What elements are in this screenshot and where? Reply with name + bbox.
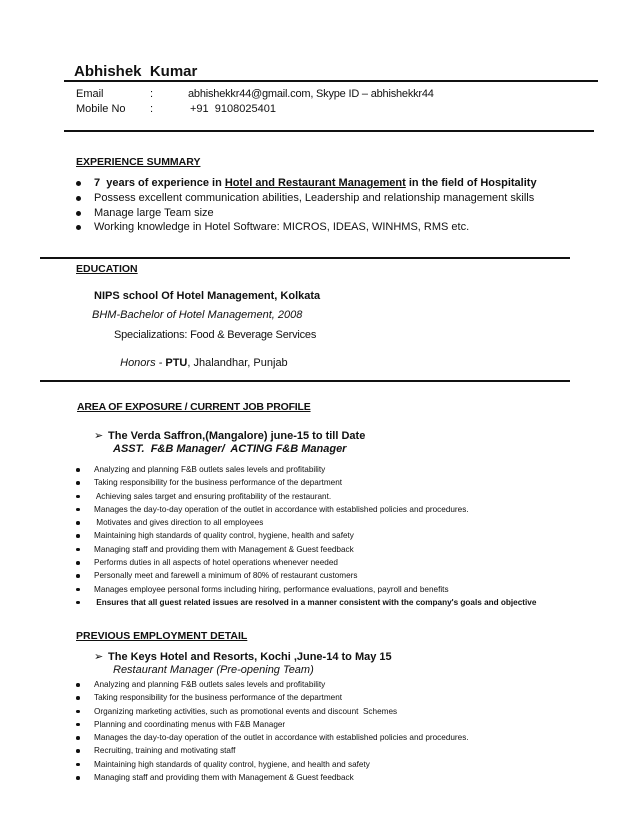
section-title-experience-summary: EXPERIENCE SUMMARY [76,156,201,168]
list-item: Analyzing and planning F&B outlets sales levels and profitability [76,678,469,691]
previous-job-duties [76,678,469,784]
list-item: Taking responsibility for the business performance of the department [76,476,536,489]
list-item: Recruiting, training and motivating staff [76,744,469,757]
list-item: Planning and coordinating menus with F&B Manager [76,718,469,731]
name-underline [64,80,598,82]
arrow-bullet-icon: ➢ [94,651,104,663]
list-item: Manage large Team size [76,206,537,221]
candidate-name: Abhishek Kumar [74,63,198,80]
list-item: Taking responsibility for the business performance of the department [76,691,469,704]
honors-label: Honors - [120,357,166,369]
experience-summary-list [76,176,537,235]
section-title-current-job: AREA OF EXPOSURE / CURRENT JOB PROFILE [77,401,311,413]
list-item: Maintaining high standards of quality control, hygiene, and health and safety [76,758,469,771]
header-divider [64,130,594,132]
email-value: abhishekkr44@gmail.com, Skype ID – abhishekkr44 [188,88,434,100]
list-item: Manages employee personal forms including hiring, performance evaluations, payroll and benefits [76,583,536,596]
previous-role: Restaurant Manager (Pre-opening Team) [113,664,314,676]
current-job-duties [76,463,536,609]
education-specialization: Specializations: Food & Beverage Services [114,329,317,341]
education-honors [114,345,288,369]
list-item: Personally meet and farewell a minimum of 80% of restaurant customers [76,569,536,582]
list-item: Manages the day-to-day operation of the outlet in accordance with established policies and procedures. [76,503,536,516]
education-divider [40,380,570,382]
education-degree: BHM-Bachelor of Hotel Management, 2008 [92,309,303,321]
arrow-bullet-icon: ➢ [94,430,104,442]
mobile-separator: : [150,103,154,115]
list-item: Ensures that all guest related issues are resolved in a manner consistent with the company's goals and objective [76,596,536,609]
list-item: Performs duties in all aspects of hotel operations whenever needed [76,556,536,569]
section-title-education: EDUCATION [76,263,138,275]
previous-company-name: The Keys Hotel and Resorts, Kochi ,June-14 to May 15 [108,651,392,663]
experience-divider [40,257,570,259]
summary-item-1-lead: 7 years of experience in [94,177,225,189]
summary-item-1-tail: in the field of Hospitality [405,177,537,189]
honors-university: PTU [165,357,188,369]
list-item: Possess excellent communication abilities, Leadership and relationship management skills [76,191,537,206]
summary-item-1-highlight: Hotel and Restaurant Management [224,177,406,189]
list-item: Organizing marketing activities, such as promotional events and discount Schemes [76,705,469,718]
list-item [76,176,537,191]
email-separator: : [150,88,154,100]
mobile-value: +91 9108025401 [190,103,276,115]
email-label: Email [76,88,104,100]
education-school: NIPS school Of Hotel Management, Kolkata [94,290,321,302]
list-item: Managing staff and providing them with Management & Guest feedback [76,771,469,784]
mobile-label: Mobile No [76,103,126,115]
current-company-name: The Verda Saffron,(Mangalore) june-15 to till Date [108,430,366,442]
list-item: Working knowledge in Hotel Software: MICROS, IDEAS, WINHMS, RMS etc. [76,220,537,235]
previous-company [94,650,392,663]
list-item: Maintaining high standards of quality control, hygiene, health and safety [76,529,536,542]
honors-place: , Jhalandhar, Punjab [187,357,288,369]
list-item: Analyzing and planning F&B outlets sales levels and profitability [76,463,536,476]
list-item: Achieving sales target and ensuring profitability of the restaurant. [76,490,536,503]
list-item: Manages the day-to-day operation of the outlet in accordance with established policies and procedures. [76,731,469,744]
list-item: Motivates and gives direction to all employees [76,516,536,529]
current-role: ASST. F&B Manager/ ACTING F&B Manager [113,443,347,455]
list-item: Managing staff and providing them with Management & Guest feedback [76,543,536,556]
section-title-previous-employment: PREVIOUS EMPLOYMENT DETAIL [76,630,248,642]
current-company [94,429,365,442]
